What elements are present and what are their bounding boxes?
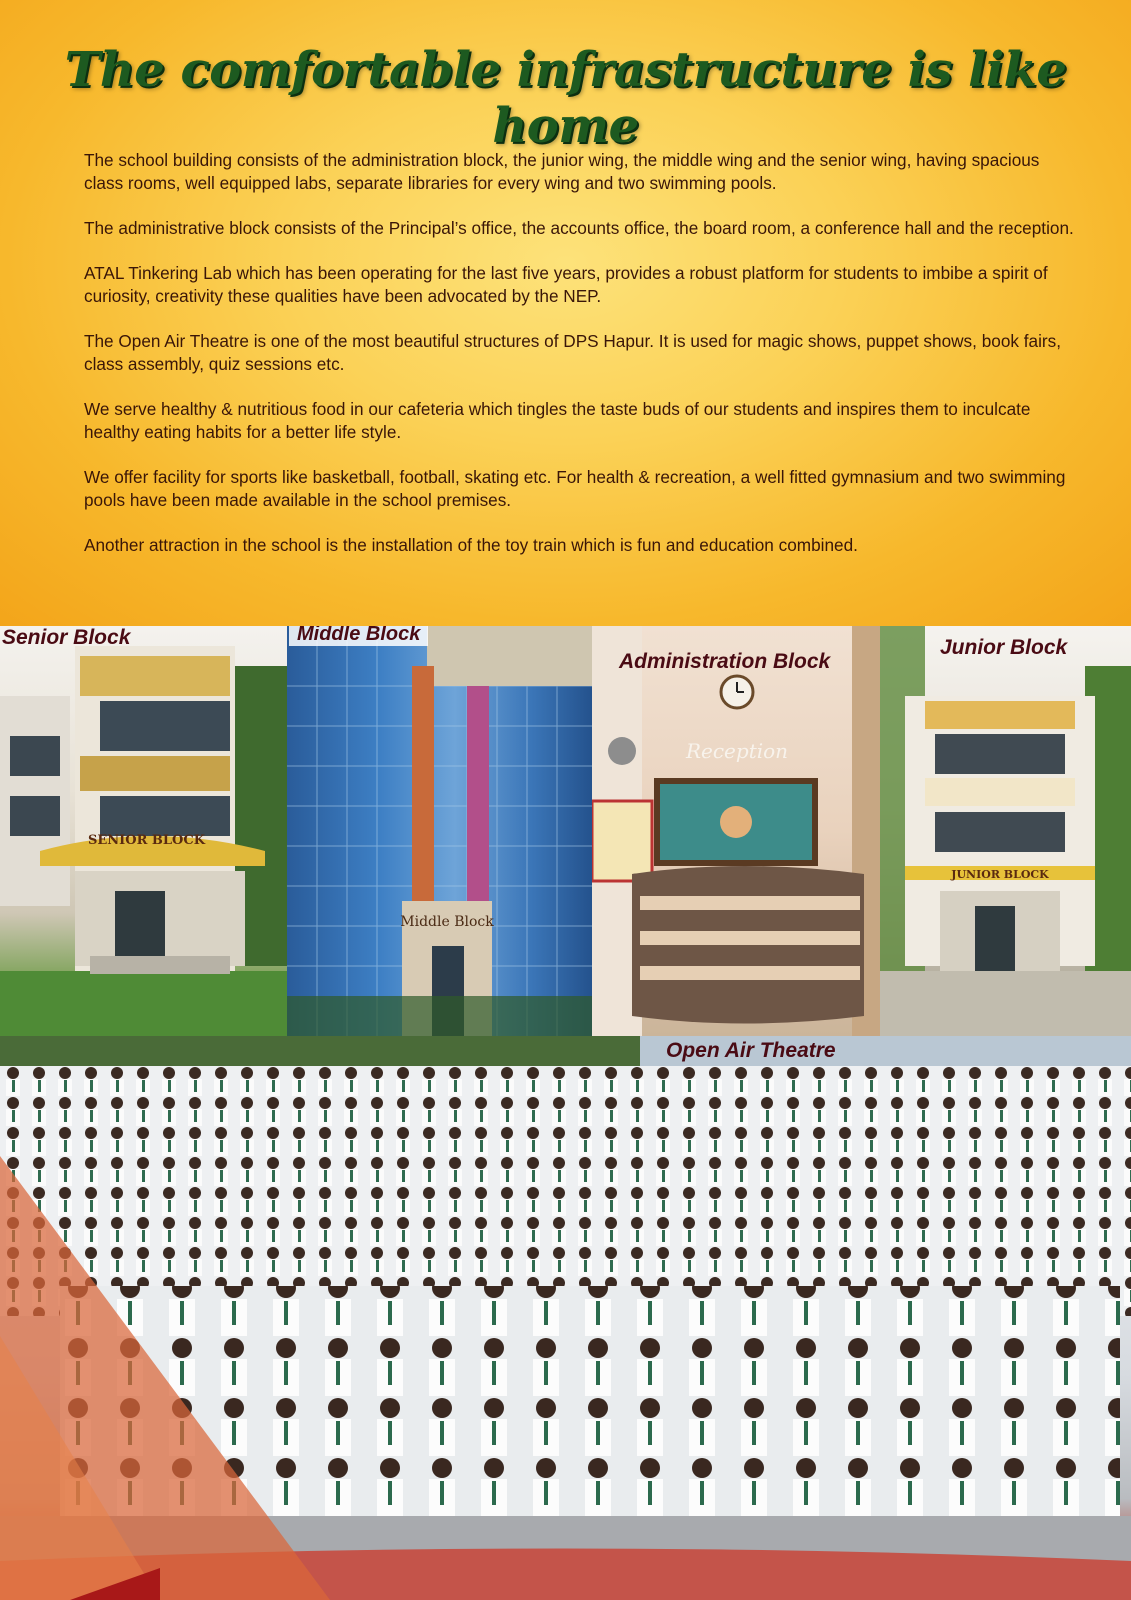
senior-block-sign: SENIOR BLOCK bbox=[88, 833, 206, 848]
senior-block-photo bbox=[0, 626, 287, 1036]
paragraph-open-air-theatre: The Open Air Theatre is one of the most beautiful structures of DPS Hapur. It is used for magic shows, puppet shows, book fairs, class assembly, quiz sessions etc. bbox=[84, 331, 1061, 374]
open-air-theatre-photo bbox=[0, 1036, 1131, 1600]
page-title: The comfortable infrastructure is like home bbox=[64, 42, 1067, 154]
reception-sign: Reception bbox=[685, 739, 789, 763]
paragraph-sports: We offer facility for sports like basketball, football, skating etc. For health & recreation, a well fitted gymnasium and two swimming pools have been made available in the school premises. bbox=[84, 467, 1066, 510]
paragraph-cafeteria: We serve healthy & nutritious food in our cafeteria which tingles the taste buds of our students and inspires them to inculcate healthy eating habits for a better life style. bbox=[84, 399, 1031, 442]
administration-block-illustration bbox=[592, 626, 880, 1036]
building-photo-strip bbox=[0, 626, 1131, 1036]
middle-block-caption: Middle Block bbox=[289, 626, 428, 646]
paragraph-toy-train: Another attraction in the school is the installation of the toy train which is fun and education combined. bbox=[84, 535, 858, 555]
administration-block-photo bbox=[592, 626, 880, 1036]
junior-block-illustration bbox=[880, 626, 1131, 1036]
middle-block-illustration bbox=[287, 626, 592, 1036]
middle-block-photo bbox=[287, 626, 592, 1036]
description-text bbox=[84, 149, 1074, 579]
administration-block-caption: Administration Block bbox=[619, 650, 831, 673]
junior-block-photo bbox=[880, 626, 1131, 1036]
middle-block-sign: Middle Block bbox=[400, 914, 494, 930]
paragraph-tinkering-lab: ATAL Tinkering Lab which has been operating for the last five years, provides a robust platform for students to imbibe a spirit of curiosity, creativity these qualities have been advocated by the NEP. bbox=[84, 263, 1048, 306]
senior-block-caption: Senior Block bbox=[2, 626, 131, 649]
paragraph-admin-block: The administrative block consists of the Principal’s office, the accounts office, the board room, a conference hall and the reception. bbox=[84, 218, 1074, 238]
senior-block-illustration bbox=[0, 626, 287, 1036]
open-air-theatre-caption: Open Air Theatre bbox=[666, 1039, 836, 1062]
open-air-theatre-illustration bbox=[0, 1036, 1131, 1600]
junior-block-caption: Junior Block bbox=[940, 636, 1068, 659]
junior-block-sign: JUNIOR BLOCK bbox=[951, 868, 1049, 881]
paragraph-buildings: The school building consists of the administration block, the junior wing, the middle wing and the senior wing, having spacious class rooms, well equipped labs, separate libraries for every wing and two swimming pools. bbox=[84, 150, 1040, 193]
infrastructure-header bbox=[0, 0, 1131, 626]
